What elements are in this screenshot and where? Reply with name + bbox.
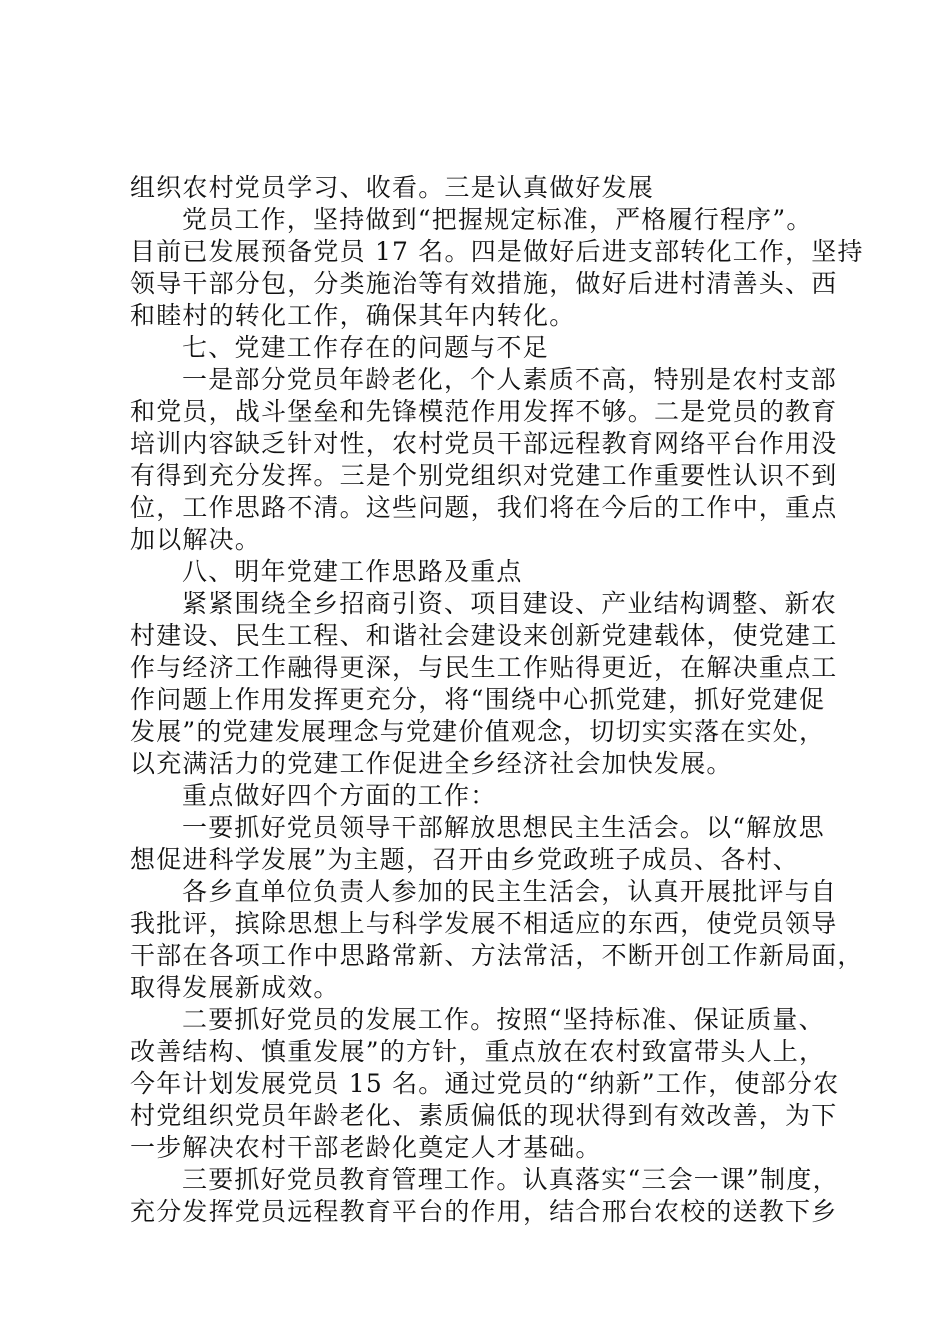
text-line: 位，工作思路不清。这些问题，我们将在今后的工作中，重点 bbox=[130, 493, 838, 522]
text-line: 党员工作，坚持做到“把握规定标准，严格履行程序”。 bbox=[182, 205, 813, 234]
text-line: 二要抓好党员的发展工作。按照“坚持标准、保证质量、 bbox=[182, 1005, 825, 1034]
text-line: 培训内容缺乏针对性，农村党员干部远程教育网络平台作用没 bbox=[130, 429, 838, 458]
text-line: 和睦村的转化工作，确保其年内转化。 bbox=[130, 301, 576, 330]
text-line: 组织农村党员学习、收看。三是认真做好发展 bbox=[130, 173, 655, 202]
text-line: 以充满活力的党建工作促进全乡经济社会加快发展。 bbox=[130, 749, 733, 778]
text-line: 领导干部分包，分类施治等有效措施，做好后进村清善头、西 bbox=[130, 269, 838, 298]
text-line: 改善结构、慎重发展”的方针，重点放在农村致富带头人上， bbox=[130, 1037, 826, 1066]
text-line: 紧紧围绕全乡招商引资、项目建设、产业结构调整、新农 bbox=[182, 589, 838, 618]
text-line: 三要抓好党员教育管理工作。认真落实“三会一课”制度， bbox=[182, 1165, 839, 1194]
document-body bbox=[130, 172, 864, 1228]
text-line: 村建设、民生工程、和谐社会建设来创新党建载体，使党建工 bbox=[130, 621, 838, 650]
text-line: 一是部分党员年龄老化，个人素质不高，特别是农村支部 bbox=[182, 365, 838, 394]
text-line: 取得发展新成效。 bbox=[130, 973, 340, 1002]
text-line: 有得到充分发挥。三是个别党组织对党建工作重要性认识不到 bbox=[130, 461, 838, 490]
text-line: 作与经济工作融得更深，与民生工作贴得更近，在解决重点工 bbox=[130, 653, 838, 682]
text-line: 和党员，战斗堡垒和先锋模范作用发挥不够。二是党员的教育 bbox=[130, 397, 838, 426]
text-line: 重点做好四个方面的工作： bbox=[182, 781, 497, 810]
text-line: 村党组织党员年龄老化、素质偏低的现状得到有效改善，为下 bbox=[130, 1101, 838, 1130]
text-line: 八、明年党建工作思路及重点 bbox=[182, 557, 523, 586]
text-line: 干部在各项工作中思路常新、方法常活，不断开创工作新局面， bbox=[130, 941, 864, 970]
text-line: 一要抓好党员领导干部解放思想民主生活会。以“解放思 bbox=[182, 813, 825, 842]
text-line: 充分发挥党员远程教育平台的作用，结合邢台农校的送教下乡 bbox=[130, 1197, 838, 1226]
text-line: 七、党建工作存在的问题与不足 bbox=[182, 333, 549, 362]
text-line: 作问题上作用发挥更充分，将“围绕中心抓党建，抓好党建促 bbox=[130, 685, 826, 714]
text-line: 想促进科学发展”为主题，召开由乡党政班子成员、各村、 bbox=[130, 845, 799, 874]
text-line: 加以解决。 bbox=[130, 525, 262, 554]
text-line: 各乡直单位负责人参加的民主生活会，认真开展批评与自 bbox=[182, 877, 838, 906]
text-line: 一步解决农村干部老龄化奠定人才基础。 bbox=[130, 1133, 602, 1162]
text-line: 发展”的党建发展理念与党建价值观念，切切实实落在实处， bbox=[130, 717, 826, 746]
text-line: 我批评，摈除思想上与科学发展不相适应的东西，使党员领导 bbox=[130, 909, 838, 938]
text-line: 目前已发展预备党员 17 名。四是做好后进支部转化工作，坚持 bbox=[130, 237, 864, 266]
text-line: 今年计划发展党员 15 名。通过党员的“纳新”工作，使部分农 bbox=[130, 1069, 840, 1098]
